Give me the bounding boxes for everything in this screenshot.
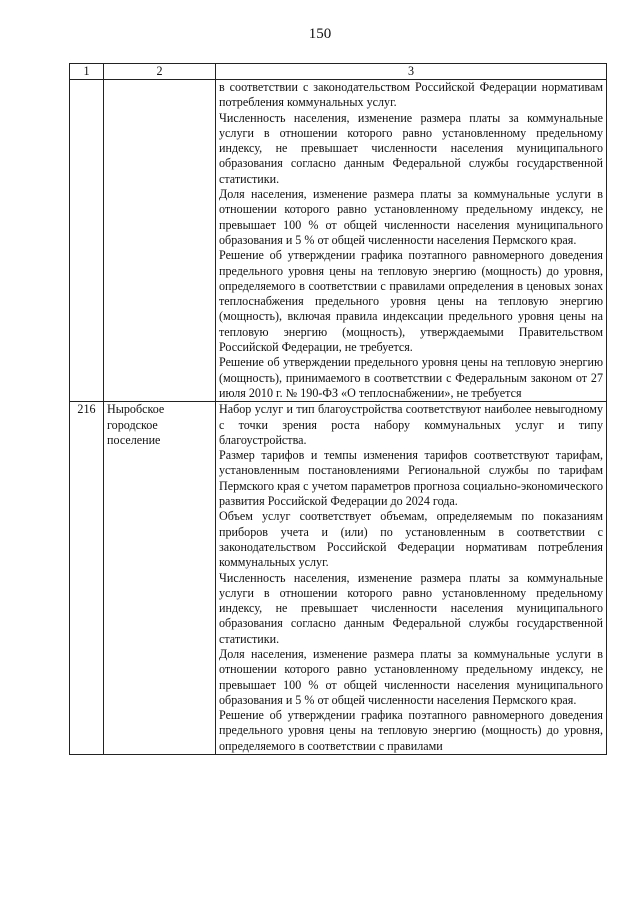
header-col-2: 2 [104, 64, 216, 80]
paragraph: Размер тарифов и темпы изменения тарифов соответствуют тарифам, установленным постановлениями Региональной службы по тарифам Пермского края с учетом параметров прогноза социально-экономического развития Российской Федерации до 2024 года. [219, 448, 603, 509]
row-number-cell: 216 [70, 402, 104, 755]
table-row [70, 80, 607, 402]
municipality-name-cell [104, 80, 216, 402]
page-number: 150 [308, 26, 332, 42]
conditions-text-cell [216, 402, 607, 755]
paragraph: Набор услуг и тип благоустройства соответствуют наиболее невыгодному с точки зрения роста набору коммунальных услуг и типу благоустройства. [219, 402, 603, 447]
header-col-1: 1 [70, 64, 104, 80]
paragraph: Численность населения, изменение размера платы за коммунальные услуги в отношении которого равно установленному предельному индексу, не превышает численности населения муниципального образования согласно данным Федеральной службы государственной статистики. [219, 570, 603, 646]
paragraph: Объем услуг соответствует объемам, определяемым по показаниям приборов учета и (или) по установленным в соответствии с законодательством Российской Федерации нормативам потребления коммунальных услуг. [219, 509, 603, 570]
paragraph: Численность населения, изменение размера платы за коммунальные услуги в отношении которого равно установленному предельному индексу, не превышает численности населения муниципального образования согласно данным Федеральной службы государственной статистики. [219, 110, 603, 186]
paragraph: Решение об утверждении графика поэтапного равномерного доведения предельного уровня цены на тепловую энергию (мощность) до уровня, определяемого в соответствии с правилами [219, 708, 603, 753]
tariff-table [69, 63, 607, 755]
municipality-name-cell [104, 402, 216, 755]
table-row [70, 402, 607, 755]
paragraph: Решение об утверждении предельного уровня цены на тепловую энергию (мощность), принимаемого в соответствии с Федеральным законом от 27 июля 2010 г. № 190-ФЗ «О теплоснабжении», не требуется [219, 355, 603, 400]
table-header [70, 64, 607, 80]
municipality-name-line: поселение [107, 432, 161, 447]
municipality-name-line: Ныробское [107, 402, 165, 417]
header-col-3: 3 [216, 64, 607, 80]
row-number-cell [70, 80, 104, 402]
paragraph: в соответствии с законодательством Российской Федерации нормативам потребления коммунальных услуг. [219, 80, 603, 110]
paragraph: Доля населения, изменение размера платы за коммунальные услуги в отношении которого равно установленному предельному индексу, не превышает 100 % от общей численности населения муниципального образования и 5 % от общей численности населения Пермского края. [219, 646, 603, 707]
paragraph: Решение об утверждении графика поэтапного равномерного доведения предельного уровня цены на тепловую энергию (мощность) до уровня, определяемого в соответствии с правилами определения в ценовых зонах теплоснабжения предельного уровня цены на тепловую энергию (мощность), включая правила индексации предельного уровня цены на тепловую энергию (мощность), утверждаемыми Правительством Российской Федерации, не требуется. [219, 248, 603, 355]
paragraph: Доля населения, изменение размера платы за коммунальные услуги в отношении которого равно установленному предельному индексу, не превышает 100 % от общей численности населения муниципального образования и 5 % от общей численности населения Пермского края. [219, 187, 603, 247]
municipality-name-line: городское [107, 417, 158, 432]
conditions-text-cell [216, 80, 607, 402]
